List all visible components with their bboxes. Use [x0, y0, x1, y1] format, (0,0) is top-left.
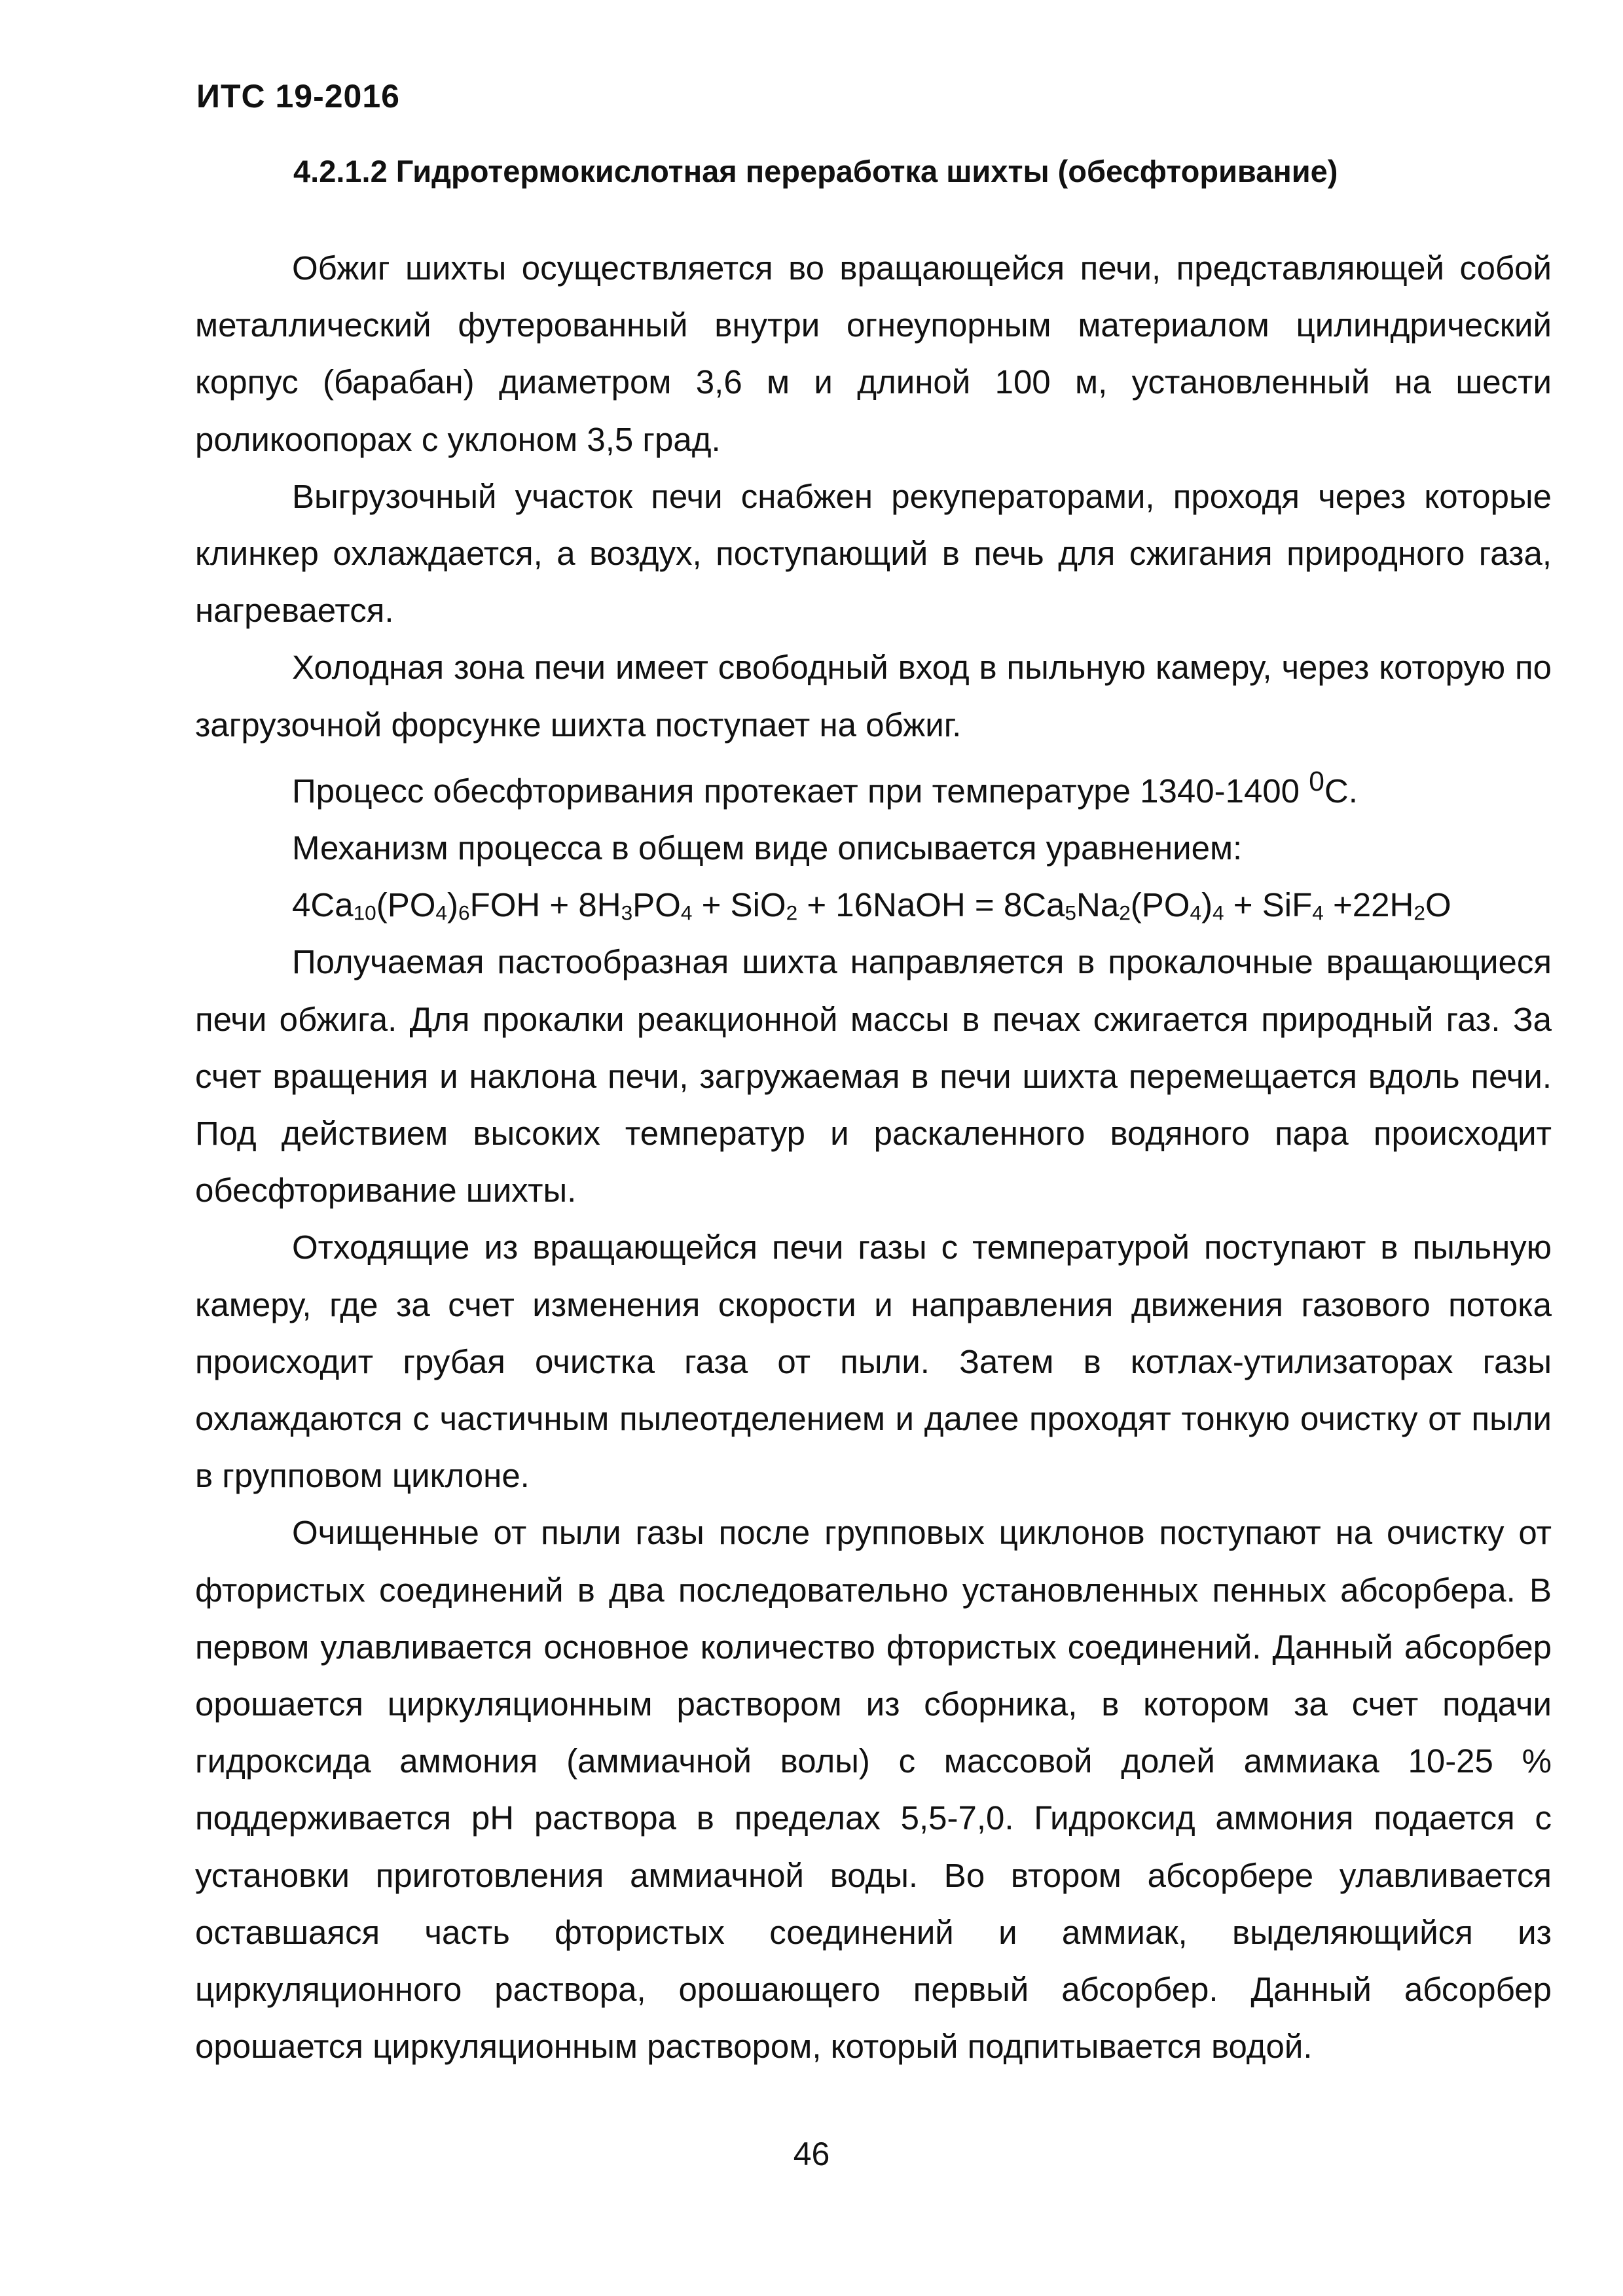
paragraph-mechanism: Механизм процесса в общем виде описывается уравнением: [292, 829, 1243, 867]
section-title: 4.2.1.2 Гидротермокислотная переработка шихты (обесфторивание) [293, 154, 1338, 188]
temperature-degree: 0 [1309, 766, 1324, 797]
temperature-unit: С. [1324, 772, 1358, 810]
temperature-text: Процесс обесфторивания протекает при температуре 1340-1400 [292, 772, 1309, 810]
paragraph-temperature [195, 753, 1552, 819]
paragraph-exhaust-gases: Отходящие из вращающейся печи газы с температурой поступают в пыльную камеру, где за счет изменения скорости и направления движения газового потока происходит грубая очистка газа от пыли. Затем в котлах-утилизаторах газы охлаждаются с частичным пылеотделением и далее проходят тонкую очистку от пыли в групповом циклоне. [195, 1229, 1552, 1495]
paragraph-absorbers: Очищенные от пыли газы после групповых циклонов поступают на очистку от фтористых соединений в два последовательно установленных пенных абсорбера. В первом улавливается основное количество фтористых соединений. Данный абсорбер орошается циркуляционным раствором из сборника, в котором за счет подачи гидроксида аммония (аммиачной волы) с массовой долей аммиака 10-25 % поддерживается рН раствора в пределах 5,5-7,0. Гидроксид аммония подается с установки приготовления аммиачной воды. Во втором абсорбере улавливается оставшаяся часть фтористых соединений и аммиак, выделяющийся из циркуляционного раствора, орошающего первый абсорбер. Данный абсорбер орошается циркуляционным раствором, который подпитывается водой. [195, 1514, 1552, 2066]
paragraph-recuperators: Выгрузочный участок печи снабжен рекуператорами, проходя через которые клинкер охлаждается, а воздух, поступающий в печь для сжигания природного газа, нагревается. [195, 477, 1552, 630]
paragraph-kiln-description: Обжиг шихты осуществляется во вращающейся печи, представляющей собой металлический футерованный внутри огнеупорным материалом цилиндрический корпус (барабан) диаметром 3,6 м и длиной 100 м, установленный на шести роликоопорах с уклоном 3,5 град. [195, 249, 1552, 458]
paragraph-cold-zone: Холодная зона печи имеет свободный вход в пыльную камеру, через которую по загрузочной форсунке шихта поступает на обжиг. [195, 649, 1552, 744]
page-number: 46 [793, 2136, 830, 2172]
body-text [195, 240, 1552, 2075]
chemical-equation: $4Ca_{10}(PO_4)_6FOH + 8H_3PO_4 + SiO_2$ + 16NaOH = $8Ca_5Na_2(PO_4)_4 + SiF_4 +22H_2O$ [292, 886, 1451, 925]
document-code: ИТС 19-2016 [196, 78, 400, 115]
paragraph-calcination: Получаемая пастообразная шихта направляется в прокалочные вращающиеся печи обжига. Для прокалки реакционной массы в печах сжигается природный газ. За счет вращения и наклона печи, загружаемая в печи шихта перемещается вдоль печи. Под действием высоких температур и раскаленного водяного пара происходит обесфторивание шихты. [195, 943, 1552, 1210]
